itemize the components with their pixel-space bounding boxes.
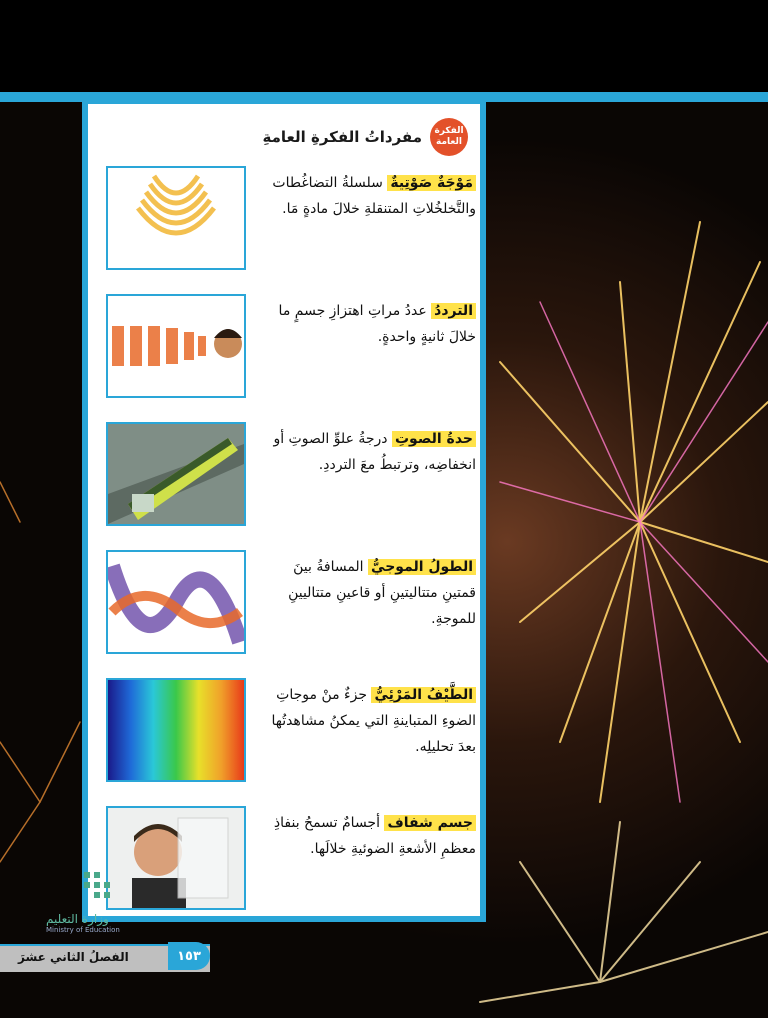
entry-definition: المسافةُ بينَ قمتينِ متتاليتينِ أو قاعينِ متتاليينِ للموجةِ. — [288, 559, 476, 627]
entry-definition: جزءٌ منْ موجاتِ الضوءِ المتباينةِ التي يمكنُ مشاهدتُها بعدَ تحليلِه. — [271, 687, 476, 755]
entry-text — [262, 170, 476, 222]
page-number: ١٥٣ — [168, 942, 210, 970]
ministry-name-ar: وزارة التعليم — [46, 912, 109, 926]
entry-text — [262, 298, 476, 350]
entry-definition: درجةُ علوِّ الصوتِ أو انخفاضِه، وترتبطُ معَ الترددِ. — [273, 431, 476, 473]
entry-term: جسم شفاف — [384, 815, 476, 831]
entry-term: الطَّيْفُ المَرْئِيُّ — [371, 687, 476, 703]
spectrum-image — [106, 678, 246, 782]
vocab-entry — [106, 678, 476, 786]
panel-header — [262, 118, 468, 156]
entry-term: حدةُ الصوتِ — [392, 431, 476, 447]
entry-text — [262, 426, 476, 478]
wavelength-image — [106, 550, 246, 654]
vocab-entry — [106, 422, 476, 530]
vibration-image — [106, 294, 246, 398]
entry-term: الطولُ الموجيُّ — [368, 559, 476, 575]
sound-wave-image — [106, 166, 246, 270]
train-image — [106, 422, 246, 526]
ministry-name-en: Ministry of Education — [46, 926, 120, 934]
entry-definition: أجسامٌ تسمحُ بنفاذِ معظمِ الأشعةِ الضوئيةِ خلالَها. — [273, 815, 476, 857]
panel-title: مفرداتُ الفكرةِ العامةِ — [262, 128, 422, 146]
vocabulary-panel — [82, 98, 486, 922]
big-idea-badge: الفكرة العامة — [430, 118, 468, 156]
vocab-entry — [106, 166, 476, 274]
ministry-logo — [36, 866, 176, 934]
top-black-band — [0, 0, 768, 92]
entry-text — [262, 810, 476, 862]
vocab-entry — [106, 294, 476, 402]
entry-term: الترددُ — [431, 303, 476, 319]
entry-text — [262, 682, 476, 760]
entry-text — [262, 554, 476, 632]
entry-term: مَوْجَةٌ صَوْتِيةٌ — [387, 175, 476, 191]
ministry-logo-mark — [36, 866, 116, 910]
entry-definition: سلسلةُ التضاغُطات والتَّخلخُلاتِ المتنقلةِ خلالَ مادةٍ مَا. — [272, 175, 476, 217]
entry-definition: عددُ مراتِ اهتزازِ جسمٍ ما خلالَ ثانيةٍ واحدةٍ. — [278, 303, 476, 345]
vocab-entry — [106, 550, 476, 658]
chapter-label: الفصلُ الثاني عشرَ — [18, 950, 129, 964]
